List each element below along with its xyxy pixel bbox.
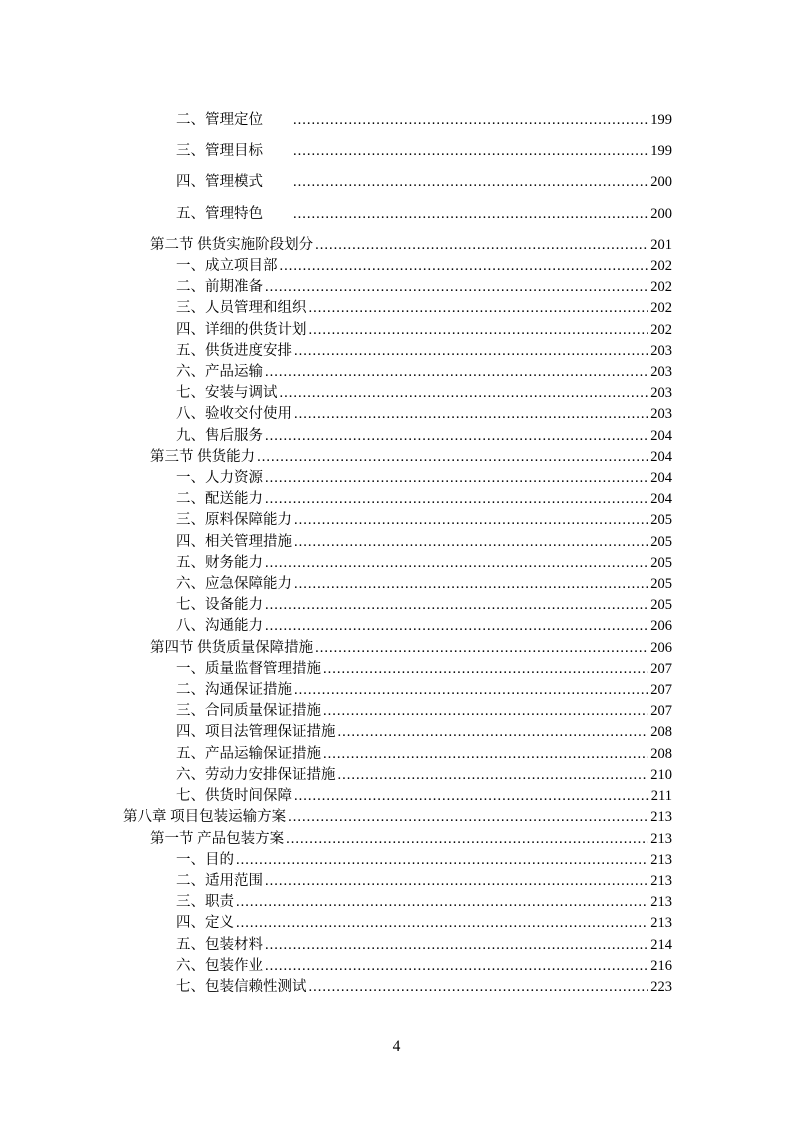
toc-entry-label: 三、职责	[176, 894, 234, 911]
toc-entry-page: 202	[650, 258, 672, 275]
dot-leader	[293, 141, 648, 162]
toc-entry-page: 213	[650, 894, 672, 911]
toc-entry[interactable]	[123, 977, 672, 998]
toc-entry[interactable]	[123, 807, 672, 828]
toc-entry-label: 四、定义	[176, 915, 234, 932]
toc-entry-page: 213	[650, 872, 672, 889]
toc-entry-label: 七、设备能力	[176, 597, 263, 614]
toc-entry[interactable]	[123, 786, 672, 807]
toc-entry-label: 五、包装材料	[176, 936, 263, 953]
page-number: 4	[392, 1038, 401, 1055]
toc-entry-label: 二、配送能力	[176, 491, 263, 508]
toc-entry-label: 二、前期准备	[176, 279, 263, 296]
toc-entry-page: 199	[650, 143, 672, 160]
toc-entry-page: 205	[650, 597, 672, 614]
dot-leader	[265, 935, 648, 956]
dot-leader	[323, 659, 648, 680]
dot-leader	[265, 277, 648, 298]
toc-entry[interactable]	[123, 204, 672, 225]
toc-entry-label: 九、售后服务	[176, 427, 263, 444]
toc-entry-label: 六、应急保障能力	[176, 576, 292, 593]
dot-leader	[293, 110, 648, 131]
toc-entry[interactable]	[123, 722, 672, 743]
dot-leader	[265, 956, 648, 977]
dot-leader	[294, 510, 648, 531]
dot-leader	[265, 426, 648, 447]
toc-entry-label: 一、成立项目部	[176, 258, 278, 275]
toc-entry[interactable]	[123, 553, 672, 574]
toc-entry-label: 第八章 项目包装运输方案	[123, 809, 287, 826]
dot-leader	[286, 829, 648, 850]
dot-leader	[294, 786, 649, 807]
toc-entry-page: 205	[650, 576, 672, 593]
dot-leader	[309, 298, 649, 319]
toc-entry[interactable]	[123, 256, 672, 277]
dot-leader	[315, 235, 648, 256]
toc-entry[interactable]	[123, 298, 672, 319]
toc-entry-label: 四、管理模式	[176, 174, 263, 191]
toc-entry-label: 七、供货时间保障	[176, 788, 292, 805]
toc-entry-page: 214	[650, 936, 672, 953]
toc-entry-page: 200	[650, 174, 672, 191]
toc-entry-page: 199	[650, 112, 672, 128]
toc-entry-label: 六、产品运输	[176, 364, 263, 381]
toc-entry[interactable]	[123, 489, 672, 510]
toc-entry-page: 208	[650, 745, 672, 762]
toc-entry[interactable]	[123, 341, 672, 362]
toc-entry[interactable]	[123, 744, 672, 765]
toc-entry-label: 四、项目法管理保证措施	[176, 724, 336, 741]
dot-leader	[309, 977, 649, 998]
toc-entry-label: 六、劳动力安排保证措施	[176, 766, 336, 783]
toc-entry-page: 207	[650, 682, 672, 699]
toc-entry[interactable]	[123, 956, 672, 977]
dot-leader	[294, 680, 648, 701]
toc-entry[interactable]	[123, 913, 672, 934]
toc-entry[interactable]	[123, 892, 672, 913]
toc-entry[interactable]	[123, 235, 672, 256]
dot-leader	[265, 468, 648, 489]
toc-entry-label: 四、相关管理措施	[176, 533, 292, 550]
toc-entry[interactable]	[123, 595, 672, 616]
toc-entry[interactable]	[123, 404, 672, 425]
dot-leader	[265, 871, 648, 892]
toc-entry-label: 五、财务能力	[176, 554, 263, 571]
toc-entry-page: 210	[650, 766, 672, 783]
toc-entry-page: 203	[650, 406, 672, 423]
dot-leader	[265, 489, 648, 510]
toc-entry[interactable]	[123, 362, 672, 383]
toc-entry[interactable]	[123, 510, 672, 531]
dot-leader	[323, 701, 648, 722]
toc-entry-label: 二、管理定位	[176, 112, 263, 128]
toc-entry-page: 202	[650, 321, 672, 338]
toc-entry-label: 第三节 供货能力	[150, 448, 256, 465]
toc-entry-label: 五、供货进度安排	[176, 342, 292, 359]
toc-entry[interactable]	[123, 935, 672, 956]
toc-entry-label: 二、沟通保证措施	[176, 682, 292, 699]
toc-entry-page: 206	[650, 618, 672, 635]
toc-entry-label: 七、安装与调试	[176, 385, 278, 402]
dot-leader	[257, 447, 648, 468]
dot-leader	[288, 807, 648, 828]
toc-entry[interactable]	[123, 110, 672, 131]
toc-entry[interactable]	[123, 532, 672, 553]
dot-leader	[294, 532, 648, 553]
toc-entry[interactable]	[123, 701, 672, 722]
dot-leader	[294, 574, 648, 595]
toc-entry-page: 201	[650, 236, 672, 253]
toc-entry-page: 204	[650, 470, 672, 487]
toc-entry-page: 211	[650, 788, 672, 805]
toc-entry[interactable]	[123, 277, 672, 298]
toc-entry-page: 204	[650, 448, 672, 465]
toc-entry-page: 202	[650, 279, 672, 296]
dot-leader	[280, 383, 649, 404]
toc-entry-page: 213	[650, 830, 672, 847]
toc-entry[interactable]	[123, 829, 672, 850]
dot-leader	[293, 172, 648, 193]
toc-entry-page: 205	[650, 554, 672, 571]
toc-entry-page: 213	[650, 809, 672, 826]
dot-leader	[294, 404, 648, 425]
toc-entry-label: 三、人员管理和组织	[176, 300, 307, 317]
dot-leader	[315, 638, 648, 659]
toc-entry-page: 205	[650, 533, 672, 550]
toc-entry-page: 203	[650, 385, 672, 402]
toc-entry-page: 213	[650, 915, 672, 932]
toc-entry-label: 一、质量监督管理措施	[176, 660, 321, 677]
toc-entry[interactable]	[123, 765, 672, 786]
dot-leader	[294, 341, 648, 362]
toc-entry[interactable]	[123, 850, 672, 871]
toc-entry[interactable]	[123, 172, 672, 193]
toc-entry[interactable]	[123, 141, 672, 162]
toc-entry-label: 第四节 供货质量保障措施	[150, 639, 314, 656]
dot-leader	[265, 616, 648, 637]
dot-leader	[280, 256, 649, 277]
toc-entry[interactable]	[123, 383, 672, 404]
toc-entry-page: 208	[650, 724, 672, 741]
toc-entry-page: 204	[650, 427, 672, 444]
toc-entry-label: 三、合同质量保证措施	[176, 703, 321, 720]
toc-entry-label: 一、目的	[176, 851, 234, 868]
toc-entry-label: 六、包装作业	[176, 957, 263, 974]
toc-entry[interactable]	[123, 616, 672, 637]
toc-entry-label: 八、验收交付使用	[176, 406, 292, 423]
dot-leader	[309, 320, 649, 341]
dot-leader	[236, 913, 648, 934]
toc-entry-label: 第一节 产品包装方案	[150, 830, 285, 847]
toc-entry-label: 三、原料保障能力	[176, 512, 292, 529]
toc-entry-page: 206	[650, 639, 672, 656]
toc-entry[interactable]	[123, 447, 672, 468]
dot-leader	[293, 204, 648, 225]
toc-entry-label: 八、沟通能力	[176, 618, 263, 635]
toc-entry[interactable]	[123, 320, 672, 341]
toc-entry[interactable]	[123, 871, 672, 892]
toc-entry[interactable]	[123, 680, 672, 701]
toc-entry-page: 213	[650, 851, 672, 868]
toc-entry[interactable]	[123, 638, 672, 659]
toc-entry-label: 五、管理特色	[176, 205, 263, 222]
dot-leader	[236, 850, 648, 871]
toc-entry-label: 五、产品运输保证措施	[176, 745, 321, 762]
toc-list	[123, 110, 672, 998]
toc-entry-label: 一、人力资源	[176, 470, 263, 487]
toc-entry-page: 203	[650, 364, 672, 381]
toc-entry[interactable]	[123, 659, 672, 680]
toc-entry-page: 203	[650, 342, 672, 359]
dot-leader	[338, 765, 649, 786]
dot-leader	[236, 892, 648, 913]
toc-entry[interactable]	[123, 574, 672, 595]
toc-entry-label: 第二节 供货实施阶段划分	[150, 236, 314, 253]
toc-entry-page: 202	[650, 300, 672, 317]
dot-leader	[265, 553, 648, 574]
toc-entry-label: 三、管理目标	[176, 143, 263, 160]
dot-leader	[265, 595, 648, 616]
dot-leader	[323, 744, 648, 765]
toc-entry-page: 216	[650, 957, 672, 974]
toc-entry-page: 204	[650, 491, 672, 508]
toc-entry-page: 205	[650, 512, 672, 529]
dot-leader	[338, 722, 649, 743]
dot-leader	[265, 362, 648, 383]
toc-entry-page: 200	[650, 205, 672, 222]
toc-entry-page: 207	[650, 703, 672, 720]
toc-entry-page: 207	[650, 660, 672, 677]
toc-entry-label: 七、包装信赖性测试	[176, 978, 307, 995]
toc-entry[interactable]	[123, 468, 672, 489]
toc-entry-label: 四、详细的供货计划	[176, 321, 307, 338]
toc-entry-label: 二、适用范围	[176, 872, 263, 889]
toc-entry[interactable]	[123, 426, 672, 447]
toc-entry-page: 223	[650, 978, 672, 995]
